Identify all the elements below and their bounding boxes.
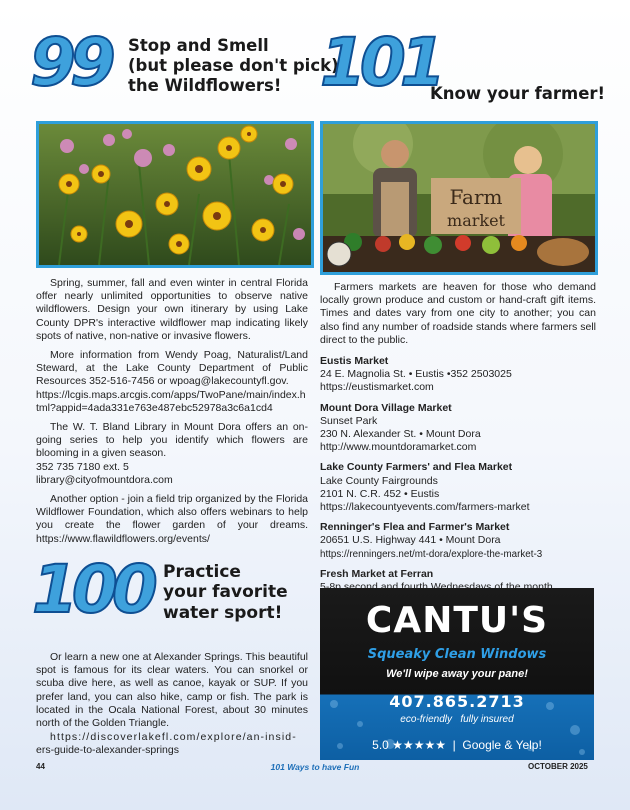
market-detail: Lake County Fairgrounds [320,474,438,487]
section-100-body [36,651,308,758]
market-detail: 24 E. Magnolia St. • Eustis •352 2503025 [320,368,512,381]
publication-title: 101 Ways to have Fun [270,762,360,772]
headline-line: Practice [163,562,241,582]
market-detail: 20651 U.S. Highway 441 • Mount Dora [320,534,501,547]
ad-slogan: We'll wipe away your pane! [386,668,528,680]
paragraph: Another option - join a field trip organized by the Florida Wildflower Foundation, which also offers webinars to help you create the flower garden of your dreams. https://www.flawildflowers.org/events/ [36,493,308,545]
section-number-101: 101 [320,24,440,101]
market-link[interactable]: http://www.mountdoramarket.com [320,441,477,454]
market-listing [320,521,596,561]
page-number: 44 [36,762,45,771]
wildflowers-photo [36,121,314,268]
market-link[interactable]: https://lakecountyevents.com/farmers-market [320,501,530,514]
ad-rating: 5.0 ★★★★★ | Google & Yelp! [372,738,542,752]
farmers-market-photo [320,121,598,275]
contact-email[interactable]: library@cityofmountdora.com [36,473,173,486]
headline-line: water sport! [163,602,283,623]
market-detail: 230 N. Alexander St. • Mount Dora [320,428,481,441]
section-99-headline [128,36,339,95]
issue-date: OCTOBER 2025 [528,762,588,771]
map-link[interactable]: https://lcgis.maps.arcgis.com/apps/TwoPane/main/index.html?appid=4ada331e763e487ebc52978a3c6a1cd4 [36,388,306,414]
market-name: Lake County Farmers' and Flea Market [320,461,513,474]
ad-tagline: Squeaky Clean Windows [367,647,547,662]
section-number-99: 99 [30,24,110,101]
market-name: Renninger's Flea and Farmer's Market [320,521,510,534]
ad-phone[interactable]: 407.865.2713 [389,692,525,711]
headline-line: your favorite [163,582,288,603]
paragraph: The W. T. Bland Library in Mount Dora offers an on-going series to help you identify which flowers are blooming in a given season. [36,421,308,460]
section-101-headline: Know your farmer! [430,84,606,103]
market-name: Eustis Market [320,355,389,368]
section-101-body [320,281,596,601]
market-listing [320,355,596,395]
headline-line: Stop and Smell [128,36,269,55]
paragraph: Spring, summer, fall and even winter in central Florida offer nearly unlimited opportunities to observe native wildflowers. Design your own itinerary by using Lake County DPR's interactive wildflower map indicating likely spots of native, non-native or invasive flowers. [36,277,308,342]
market-name: Mount Dora Village Market [320,401,452,414]
paragraph: Farmers markets are heaven for those who demand locally grown produce and custom or hand-craft gift items. Times and dates vary from one city to another; you can also find any number of roadside stands where farmers sell direct to the public. [320,281,596,346]
market-detail: 2101 N. C.R. 452 • Eustis [320,487,440,500]
farmers-market-image [323,124,595,272]
farm-sign-word: Farm [449,185,503,209]
section-99-body [36,277,308,552]
contact-phone: 352 735 7180 ext. 5 [36,460,129,473]
paragraph: More information from Wendy Poag, Naturalist/Land Steward, at the Lake County Department of Public Resources 352-516-7456 or wpoag@lakecountyfl.gov. [36,349,308,388]
cantus-advertisement[interactable] [320,588,594,760]
farm-sign-word: market [447,211,505,230]
wildflowers-image [39,124,311,265]
market-name: Fresh Market at Ferran [320,567,434,580]
market-listing [320,461,596,514]
market-link[interactable]: https://eustismarket.com [320,381,434,394]
headline-line: (but please don't pick) [128,55,339,75]
section-number-100: 100 [32,551,152,628]
headline-line: the Wildflowers! [128,75,282,95]
springs-link[interactable]: https://discoverlakefl.com/explore/an-insid- [50,731,297,744]
ad-brand: CANTU'S [365,600,549,641]
market-link[interactable]: https://renningers.net/mt-dora/explore-the-market-3 [320,548,543,560]
market-detail: Sunset Park [320,414,378,427]
springs-link[interactable]: ers-guide-to-alexander-springs [36,744,179,757]
section-100-headline [163,562,288,623]
ad-features: eco-friendly fully insured [400,714,514,725]
market-listing [320,402,596,455]
paragraph: Or learn a new one at Alexander Springs. This beautiful spot is famous for its clear waters. You can snorkel or scuba dive here, as well as canoe, kayak or SUP. If you prefer land, you can also hike, camp or fish. The park is located in the Ocala National Forest, about 30 minutes north of the Golden Triangle. [36,651,308,730]
